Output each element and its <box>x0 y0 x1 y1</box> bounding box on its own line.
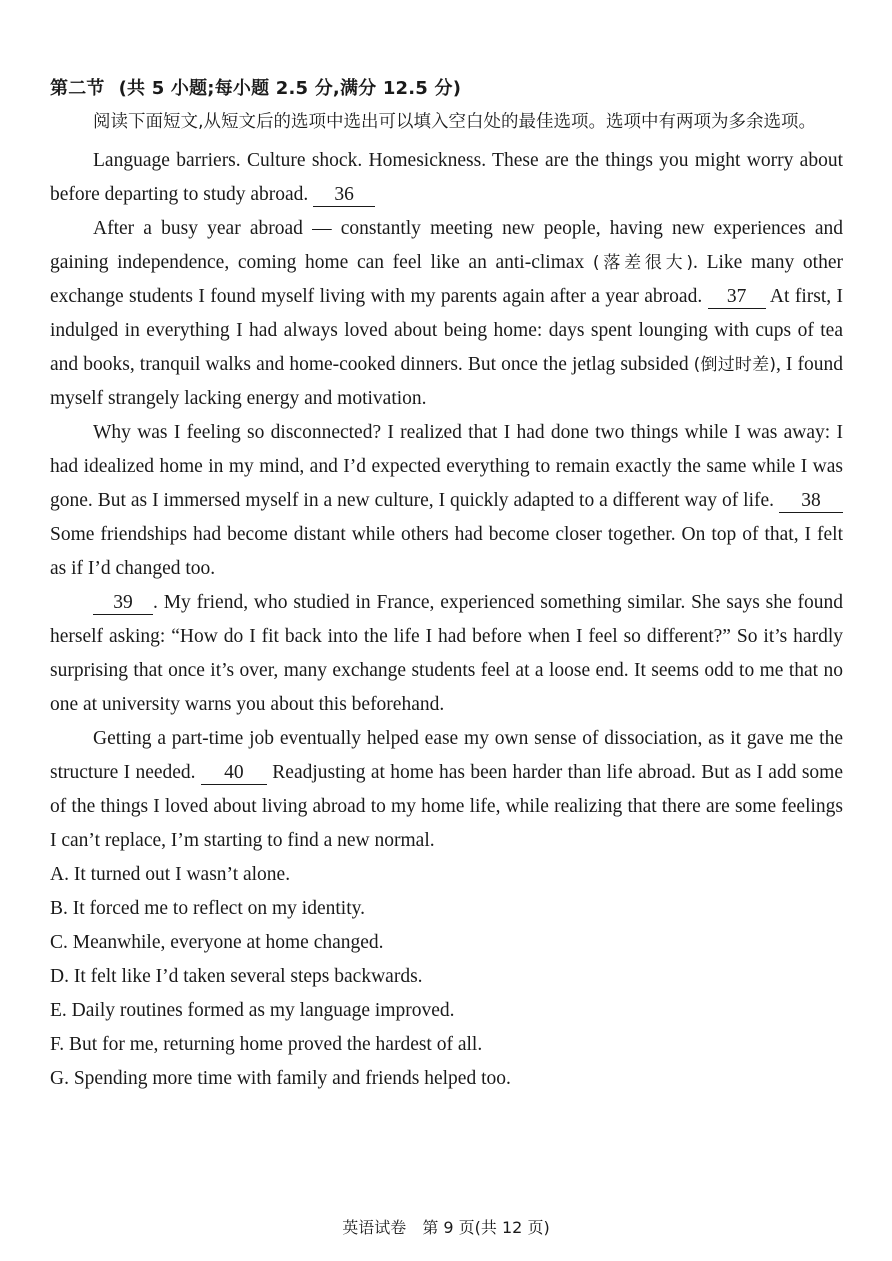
paragraph-text: , I found myself strangely lacking energy and motivation. <box>50 354 843 409</box>
page-footer <box>0 1216 892 1240</box>
footer-subject: 英语试卷 <box>342 1218 407 1237</box>
option-e: E. Daily routines formed as my language improved. <box>50 1000 455 1021</box>
chinese-gloss: (落差很大) <box>592 253 694 273</box>
instructions-text: 阅读下面短文,从短文后的选项中选出可以填入空白处的最佳选项。选项中有两项为多余选项。 <box>93 112 817 132</box>
passage-paragraph-1 <box>50 144 843 212</box>
blank-38: 38 <box>779 490 843 513</box>
passage-paragraph-4 <box>50 586 843 722</box>
option-g: G. Spending more time with family and friends helped too. <box>50 1068 511 1089</box>
exam-page <box>50 74 843 1096</box>
blank-36: 36 <box>313 184 375 207</box>
option-d: D. It felt like I’d taken several steps backwards. <box>50 966 423 987</box>
paragraph-text: . My friend, who studied in France, experienced something similar. She says she found herself asking: “How do I fit back into the life I had before when I feel so different?” So it’s hardly surprising that once it’s over, many exchange students feel at a loose end. It seems odd to me that no one at university warns you about this beforehand. <box>50 592 843 715</box>
passage-paragraph-5 <box>50 722 843 858</box>
passage-paragraph-2 <box>50 212 843 416</box>
option-a: A. It turned out I wasn’t alone. <box>50 864 291 885</box>
paragraph-text: After a busy year abroad — constantly meeting new people, having new experiences and gaining independence, coming home can feel like an anti-climax <box>50 218 843 273</box>
answer-options <box>50 858 843 1096</box>
option-f: F. But for me, returning home proved the hardest of all. <box>50 1034 483 1055</box>
passage-paragraph-3 <box>50 416 843 586</box>
blank-37: 37 <box>708 286 766 309</box>
paragraph-text: At first, I indulged in everything I had always loved about being home: days spent lounging with cups of tea and books, tranquil walks and home-cooked dinners. But once the jetlag subsided <box>50 286 843 375</box>
chinese-gloss: (倒过时差) <box>693 355 776 375</box>
paragraph-text: Some friendships had become distant while others had become closer together. On top of that, I felt as if I’d changed too. <box>50 524 843 579</box>
blank-40: 40 <box>201 762 267 785</box>
paragraph-text: Why was I feeling so disconnected? I realized that I had done two things while I was away: I had idealized home in my mind, and I’d expected everything to remain exactly the same while I was gone. But as I immersed myself in a new culture, I quickly adapted to a different way of life. <box>50 422 843 511</box>
paragraph-text: Language barriers. Culture shock. Homesickness. These are the things you might worry about before departing to study abroad. <box>50 150 843 205</box>
option-b: B. It forced me to reflect on my identity. <box>50 898 365 919</box>
footer-page-number: 第 9 页(共 12 页) <box>422 1218 550 1237</box>
option-c: C. Meanwhile, everyone at home changed. <box>50 932 384 953</box>
section-label: 第二节 <box>50 78 105 99</box>
blank-39: 39 <box>93 592 153 615</box>
section-info: (共 5 小题;每小题 2.5 分,满分 12.5 分) <box>118 78 462 99</box>
section-heading <box>50 74 843 104</box>
paragraph-text: Readjusting at home has been harder than life abroad. But as I add some of the things I loved about living abroad to my home life, while realizing that there are some feelings I can’t replace, I’m starting to find a new normal. <box>50 762 843 851</box>
paragraph-text: . Like many other exchange students I found myself living with my parents again after a year abroad. <box>50 252 843 307</box>
paragraph-text: Getting a part-time job eventually helped ease my own sense of dissociation, as it gave me the structure I needed. <box>50 728 843 783</box>
